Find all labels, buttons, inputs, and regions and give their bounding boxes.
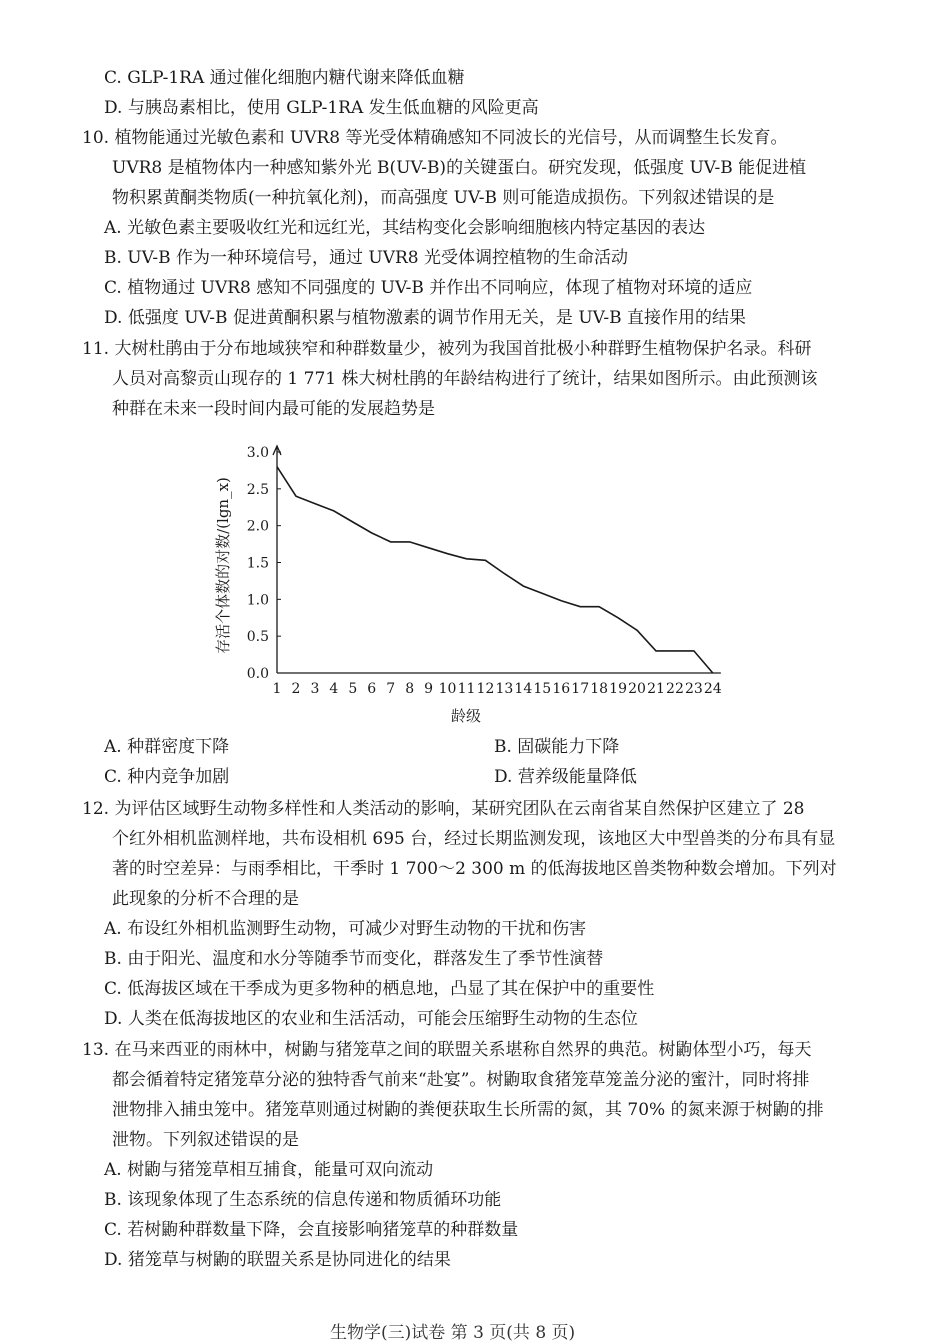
q10-option-a: A. 光敏色素主要吸收红光和远红光，其结构变化会影响细胞核内特定基因的表达	[104, 218, 706, 238]
x-tick-label: 18	[590, 681, 609, 697]
q10-option-c: C. 植物通过 UVR8 感知不同强度的 UV-B 并作出不同响应，体现了植物对环境的适应	[104, 278, 753, 298]
x-tick-label: 4	[329, 681, 339, 697]
y-tick-label: 2.5	[246, 481, 269, 498]
x-tick-label: 10	[438, 681, 457, 697]
q12-stem-line-1: 12. 为评估区域野生动物多样性和人类活动的影响，某研究团队在云南省某自然保护区建立了 28	[82, 799, 805, 819]
x-tick-label: 8	[405, 681, 415, 697]
q12-stem-line-4: 此现象的分析不合理的是	[112, 889, 299, 909]
q13-option-d: D. 猪笼草与树鼩的联盟关系是协同进化的结果	[104, 1250, 451, 1270]
q11-option-b: B. 固碳能力下降	[494, 737, 620, 757]
x-tick-label: 11	[457, 681, 476, 697]
x-tick-label: 14	[514, 681, 533, 697]
x-tick-label: 19	[609, 681, 628, 697]
x-axis-label: 龄级	[450, 707, 482, 725]
x-tick-label: 20	[628, 681, 646, 697]
q13-stem-line-1: 13. 在马来西亚的雨林中，树鼩与猪笼草之间的联盟关系堪称自然界的典范。树鼩体型小巧，每天	[82, 1040, 812, 1060]
survival-series-line	[277, 467, 713, 673]
q10-stem-line-2: UVR8 是植物体内一种感知紫外光 B(UV-B)的关键蛋白。研究发现，低强度 UV-B 能促进植	[112, 158, 807, 178]
q11-stem-line-3: 种群在未来一段时间内最可能的发展趋势是	[112, 399, 435, 419]
x-tick-label: 1	[272, 681, 282, 697]
q11-stem-line-2: 人员对高黎贡山现存的 1 771 株大树杜鹃的年龄结构进行了统计，结果如图所示。由此预测该	[112, 369, 818, 389]
x-tick-label: 21	[647, 681, 665, 697]
q13-option-c: C. 若树鼩种群数量下降，会直接影响猪笼草的种群数量	[104, 1220, 519, 1240]
age-structure-chart	[206, 424, 746, 729]
q10-stem-line-3: 物积累黄酮类物质(一种抗氧化剂)，而高强度 UV-B 则可能造成损伤。下列叙述错误的是	[112, 188, 775, 208]
x-tick-label: 2	[291, 681, 301, 697]
y-axis-ticks	[247, 445, 281, 682]
q12-stem-line-2: 个红外相机监测样地，共布设相机 695 台，经过长期监测发现，该地区大中型兽类的分布具有显	[112, 829, 836, 849]
q13-option-a: A. 树鼩与猪笼草相互捕食，能量可双向流动	[104, 1160, 434, 1180]
x-tick-label: 6	[367, 681, 377, 697]
y-tick-label: 1.0	[246, 592, 269, 609]
x-tick-label: 12	[476, 681, 495, 697]
q12-option-a: A. 布设红外相机监测野生动物，可减少对野生动物的干扰和伤害	[104, 919, 587, 939]
q12-option-d: D. 人类在低海拔地区的农业和生活活动，可能会压缩野生动物的生态位	[104, 1009, 638, 1029]
x-tick-label: 7	[386, 681, 396, 697]
q10-option-d: D. 低强度 UV-B 促进黄酮积累与植物激素的调节作用无关，是 UV-B 直接作用的结果	[104, 308, 747, 328]
q13-stem-line-3: 泄物排入捕虫笼中。猪笼草则通过树鼩的粪便获取生长所需的氮，其 70% 的氮来源于树鼩的排	[112, 1100, 824, 1120]
x-tick-label: 17	[571, 681, 590, 697]
q10-stem-line-1: 10. 植物能通过光敏色素和 UVR8 等光受体精确感知不同波长的光信号，从而调整生长发育。	[82, 128, 788, 148]
q9-option-d: D. 与胰岛素相比，使用 GLP-1RA 发生低血糖的风险更高	[104, 98, 539, 118]
x-tick-label: 24	[703, 681, 722, 697]
q13-option-b: B. 该现象体现了生态系统的信息传递和物质循环功能	[104, 1190, 502, 1210]
x-tick-label: 23	[684, 681, 703, 697]
x-tick-label: 3	[310, 681, 320, 697]
q11-option-c: C. 种内竞争加剧	[104, 767, 230, 787]
x-tick-label: 9	[424, 681, 434, 697]
q12-stem-line-3: 著的时空差异：与雨季相比，干季时 1 700～2 300 m 的低海拔地区兽类物种数会增加。下列对	[112, 859, 837, 879]
chart-axes	[273, 446, 721, 673]
q12-option-b: B. 由于阳光、温度和水分等随季节而变化，群落发生了季节性演替	[104, 949, 604, 969]
q10-option-b: B. UV-B 作为一种环境信号，通过 UVR8 光受体调控植物的生命活动	[104, 248, 629, 268]
x-tick-label: 5	[348, 681, 358, 697]
y-tick-label: 0.0	[246, 666, 269, 682]
x-tick-label: 15	[533, 681, 552, 697]
q11-stem-line-1: 11. 大树杜鹃由于分布地域狭窄和种群数量少，被列为我国首批极小种群野生植物保护名录。科研	[82, 339, 812, 359]
x-tick-label: 22	[666, 681, 684, 697]
q13-stem-line-2: 都会循着特定猪笼草分泌的独特香气前来“赴宴”。树鼩取食猪笼草笼盖分泌的蜜汁，同时将排	[112, 1070, 810, 1090]
x-tick-label: 16	[552, 681, 571, 697]
page-footer: 生物学(三)试卷 第 3 页(共 8 页)	[330, 1323, 576, 1343]
q11-option-d: D. 营养级能量降低	[494, 767, 637, 787]
x-tick-label: 13	[495, 681, 514, 697]
y-tick-label: 0.5	[246, 629, 269, 646]
x-axis-ticks	[273, 681, 722, 697]
q13-stem-line-4: 泄物。下列叙述错误的是	[112, 1130, 299, 1150]
q11-option-a: A. 种群密度下降	[104, 737, 230, 757]
y-tick-label: 1.5	[246, 555, 269, 572]
y-tick-label: 3.0	[246, 445, 269, 461]
q12-option-c: C. 低海拔区域在干季成为更多物种的栖息地，凸显了其在保护中的重要性	[104, 979, 655, 999]
q9-option-c: C. GLP-1RA 通过催化细胞内糖代谢来降低血糖	[104, 68, 465, 88]
y-tick-label: 2.0	[246, 518, 269, 535]
y-axis-label: 存活个体数的对数/(lgn_x)	[214, 477, 232, 654]
